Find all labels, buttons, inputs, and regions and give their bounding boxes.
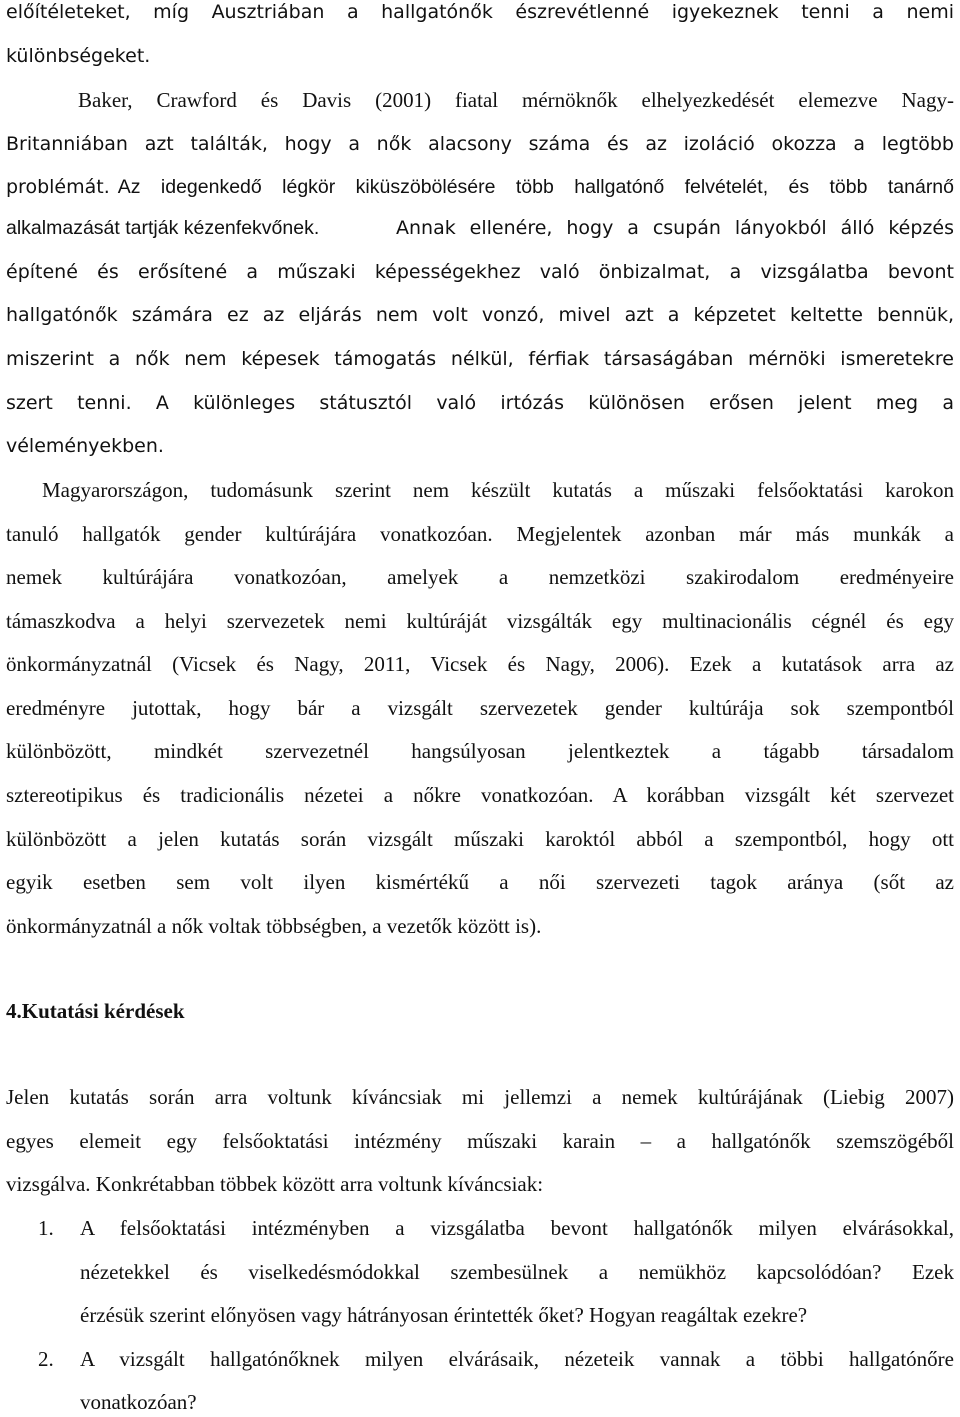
text-fragment: problémát.: [6, 176, 110, 198]
list-item-line: vonatkozóan?: [80, 1390, 197, 1414]
paragraph-line: [6, 172, 954, 202]
paragraph-line: építené és erősítené a műszaki képességekhez való önbizalmat, a vizsgálatba bevont: [6, 261, 954, 283]
paragraph-line: Jelen kutatás során arra voltunk kíváncsiak mi jellemzi a nemek kultúrájának (Liebig 2007): [6, 1085, 954, 1109]
paragraph-line: tanuló hallgatók gender kultúrájára vonatkozóan. Megjelentek azonban már más munkák a: [6, 522, 954, 546]
paragraph-line: Baker, Crawford és Davis (2001) fiatal mérnöknők elhelyezkedését elemezve Nagy-: [78, 88, 954, 112]
list-item-line: nézetekkel és viselkedésmódokkal szembesülnek a nemükhöz kapcsolódóan? Ezek: [80, 1260, 954, 1284]
paragraph-line: különbségeket.: [6, 45, 151, 67]
paragraph-line: támaszkodva a helyi szervezetek nemi kultúráját vizsgálták egy multinacionális cégnél és egy: [6, 609, 954, 633]
paragraph-line: hallgatónők számára ez az eljárás nem volt vonzó, mivel azt a képzetet keltette bennük,: [6, 304, 954, 326]
list-number: 2.: [38, 1347, 54, 1371]
paragraph-line: nemek kultúrájára vonatkozóan, amelyek a nemzetközi szakirodalom eredményeire: [6, 565, 954, 589]
paragraph-line: Annak ellenére, hogy a csupán lányokból álló képzés: [396, 217, 954, 239]
list-item-line: A vizsgált hallgatónőknek milyen elvárásaik, nézeteik vannak a többi hallgatónőre: [80, 1347, 954, 1371]
list-item-line: A felsőoktatási intézményben a vizsgálatba bevont hallgatónők milyen elvárásokkal,: [80, 1216, 954, 1240]
paragraph-line: vizsgálva. Konkrétabban többek között arra voltunk kíváncsiak:: [6, 1172, 544, 1196]
paragraph-line: különbözött, mindkét szervezetnél hangsúlyosan jelentkeztek a tágabb társadalom: [6, 739, 954, 763]
paragraph-line: sztereotipikus és tradicionális nézetei a nőkre vonatkozóan. A korábban vizsgált két szervezet: [6, 783, 954, 807]
paragraph-line: véleményekben.: [6, 435, 164, 457]
paragraph-line: Magyarországon, tudomásunk szerint nem készült kutatás a műszaki felsőoktatási karokon: [42, 478, 954, 502]
paragraph-line: miszerint a nők nem képesek támogatás nélkül, férfiak társaságában mérnöki ismeretekre: [6, 348, 954, 370]
paragraph-line: különbözött a jelen kutatás során vizsgált műszaki karoktól abból a szempontból, hogy ott: [6, 827, 954, 851]
paragraph-line: alkalmazását tartják kézenfekvőnek.: [6, 217, 320, 239]
paragraph-line: egyik esetben sem volt ilyen kismértékű a női szervezeti tagok aránya (sőt az: [6, 870, 954, 894]
list-item-line: érzésük szerint előnyösen vagy hátrányosan érintették őket? Hogyan reagáltak ezekre?: [80, 1303, 808, 1327]
paragraph-line: szert tenni. A különleges státusztól való irtózás különösen erősen jelent meg a: [6, 392, 954, 414]
paragraph-line: önkormányzatnál (Vicsek és Nagy, 2011, Vicsek és Nagy, 2006). Ezek a kutatások arra az: [6, 652, 954, 676]
paragraph-line: eredményre jutottak, hogy bár a vizsgált szervezetek gender kultúrája sok szempontból: [6, 696, 954, 720]
list-number: 1.: [38, 1216, 54, 1240]
section-heading: 4.Kutatási kérdések: [6, 999, 185, 1023]
paragraph-line: egyes elemeit egy felsőoktatási intézmény műszaki karain – a hallgatónők szemszögéből: [6, 1129, 954, 1153]
paragraph-line: előítéleteket, míg Ausztriában a hallgatónők észrevétlenné igyekeznek tenni a nemi: [6, 1, 954, 23]
text-fragment: Az idegenkedő légkör kiküszöbölésére több hallgatónő felvételét, és több tanárnő: [117, 176, 954, 198]
paragraph-line: Britanniában azt találták, hogy a nők alacsony száma és az izoláció okozza a legtöbb: [6, 133, 954, 155]
paragraph-line: önkormányzatnál a nők voltak többségben, a vezetők között is).: [6, 914, 542, 938]
